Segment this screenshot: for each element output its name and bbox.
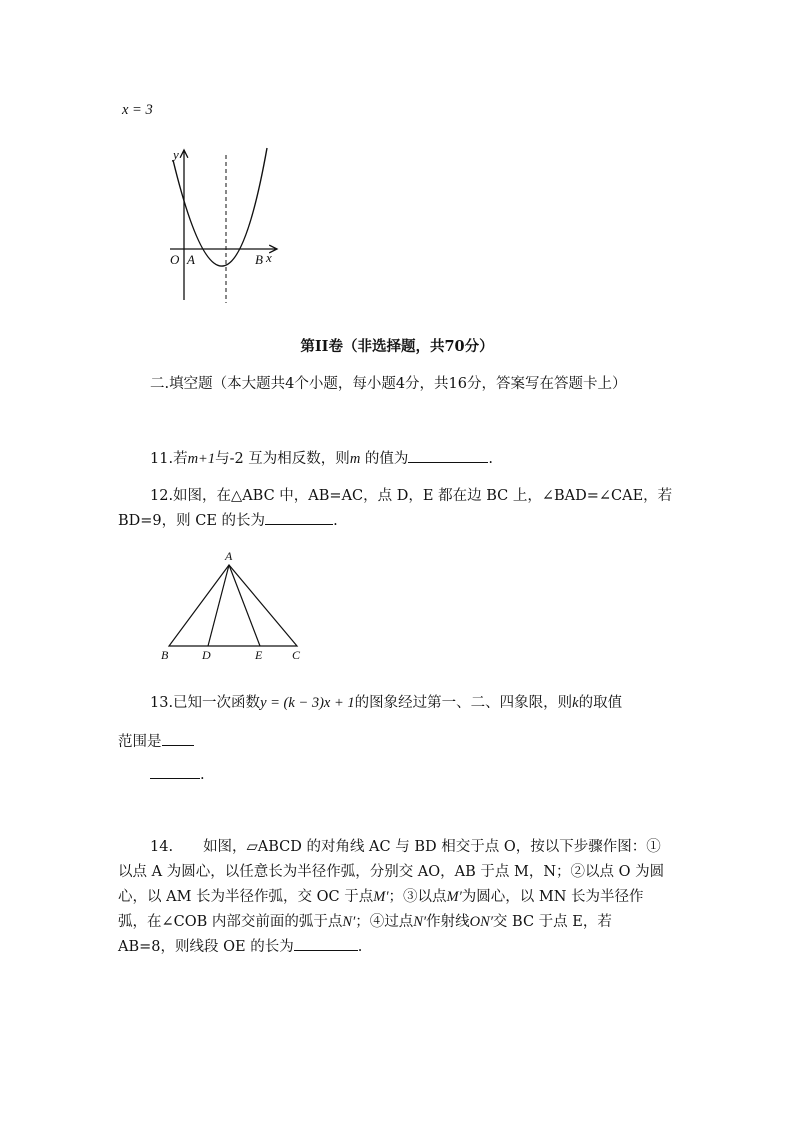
q11-number: 11. <box>150 451 174 467</box>
y-axis-label: y <box>173 147 179 162</box>
q11-answer-blank[interactable] <box>408 448 488 463</box>
q13-end: . <box>200 767 205 783</box>
vertex-a-label: A <box>225 549 233 563</box>
question-13-line2 <box>118 731 194 753</box>
q13-text-after: 的取值 <box>578 695 623 711</box>
q14-on-prime: ON′ <box>469 914 493 930</box>
q13-var: k <box>572 695 579 711</box>
origin-label: O <box>170 252 180 267</box>
x-axis-label: x <box>266 250 272 265</box>
vertex-c-label: C <box>292 648 301 662</box>
segment-ae <box>229 565 260 646</box>
q14-answer-blank[interactable] <box>294 936 358 951</box>
question-14-line4 <box>118 911 612 933</box>
question-14-line5 <box>118 936 362 958</box>
top-equation: x = 3 <box>122 102 153 118</box>
q11-text-before: 若 <box>173 451 188 467</box>
q14-line4-a: 弧，在∠COB 内部交前面的弧于点 <box>118 914 343 930</box>
q11-text-after: 的值为 <box>360 451 409 467</box>
q14-line3-a: 心，以 AM 长为半径作弧，交 OC 于点 <box>118 889 374 905</box>
question-11 <box>150 448 493 470</box>
q13-text-mid: 的图象经过第一、二、四象限，则 <box>354 695 573 711</box>
q14-line1-a: 如图， <box>203 839 247 855</box>
point-e-label: E <box>255 648 263 662</box>
q12-end: . <box>333 513 338 529</box>
q14-n-prime-2: N′ <box>413 914 427 930</box>
q14-line4-d: 交 BC 于点 E，若 <box>492 914 612 930</box>
q13-answer-blank-1[interactable] <box>162 731 194 746</box>
question-13-line3 <box>150 764 205 786</box>
q12-answer-blank[interactable] <box>265 510 333 525</box>
q14-end: . <box>357 939 363 955</box>
q11-expr: m+1 <box>187 451 216 467</box>
q14-m-prime-2: M′ <box>446 889 462 905</box>
part-heading: 二.填空题（本大题共4个小题，每小题4分，共16分，答案写在答题卡上） <box>150 376 627 392</box>
question-14-line2: 以点 A 为圆心，以任意长为半径作弧，分别交 AO，AB 于点 M，N；②以点 O 为圆 <box>118 864 665 880</box>
q14-number: 14. <box>150 839 174 855</box>
q14-line4-c: 作射线 <box>426 914 470 930</box>
point-d-label: D <box>202 648 211 662</box>
point-b-label: B <box>255 252 263 267</box>
triangle-figure <box>155 546 315 664</box>
vertex-b-label: B <box>161 648 169 662</box>
section-title: 第II卷（非选择题，共70分） <box>300 338 494 355</box>
q14-line5-text: AB=8，则线段 OE 的长为 <box>118 939 294 955</box>
q14-line1-b: ABCD 的对角线 AC 与 BD 相交于点 O，按以下步骤作图：① <box>257 839 661 855</box>
q14-m-prime: M′ <box>373 889 389 905</box>
point-a-label: A <box>187 252 195 267</box>
q13-answer-blank-2[interactable] <box>150 764 200 779</box>
q14-line3-b: ；③以点 <box>388 889 447 905</box>
q11-text-mid: 与-2 互为相反数，则 <box>215 451 350 467</box>
question-14-line1 <box>150 836 661 858</box>
q14-line3-c: 为圆心，以 MN 长为半径作 <box>461 889 644 905</box>
parallelogram-icon: ▱ <box>246 839 258 855</box>
parabola-figure <box>165 145 285 310</box>
q11-end: . <box>488 451 494 467</box>
question-12-line2 <box>118 510 338 532</box>
q13-expr: y = (k − 3)x + 1 <box>260 695 355 711</box>
segment-ad <box>208 565 229 646</box>
question-13-line1 <box>150 692 622 714</box>
q14-n-prime: N′ <box>342 914 356 930</box>
q13-text-before: 13.已知一次函数 <box>150 695 261 711</box>
question-12-line1: 12.如图，在△ABC 中，AB=AC，点 D，E 都在边 BC 上，∠BAD=∠CAE，若 <box>150 488 673 504</box>
question-14-line3 <box>118 886 644 908</box>
q13-line2-text: 范围是 <box>118 734 162 750</box>
triangle-abc <box>169 565 297 646</box>
q11-var: m <box>349 451 361 467</box>
q12-line2-text: BD=9，则 CE 的长为 <box>118 513 266 529</box>
q14-line4-b: ；④过点 <box>355 914 414 930</box>
